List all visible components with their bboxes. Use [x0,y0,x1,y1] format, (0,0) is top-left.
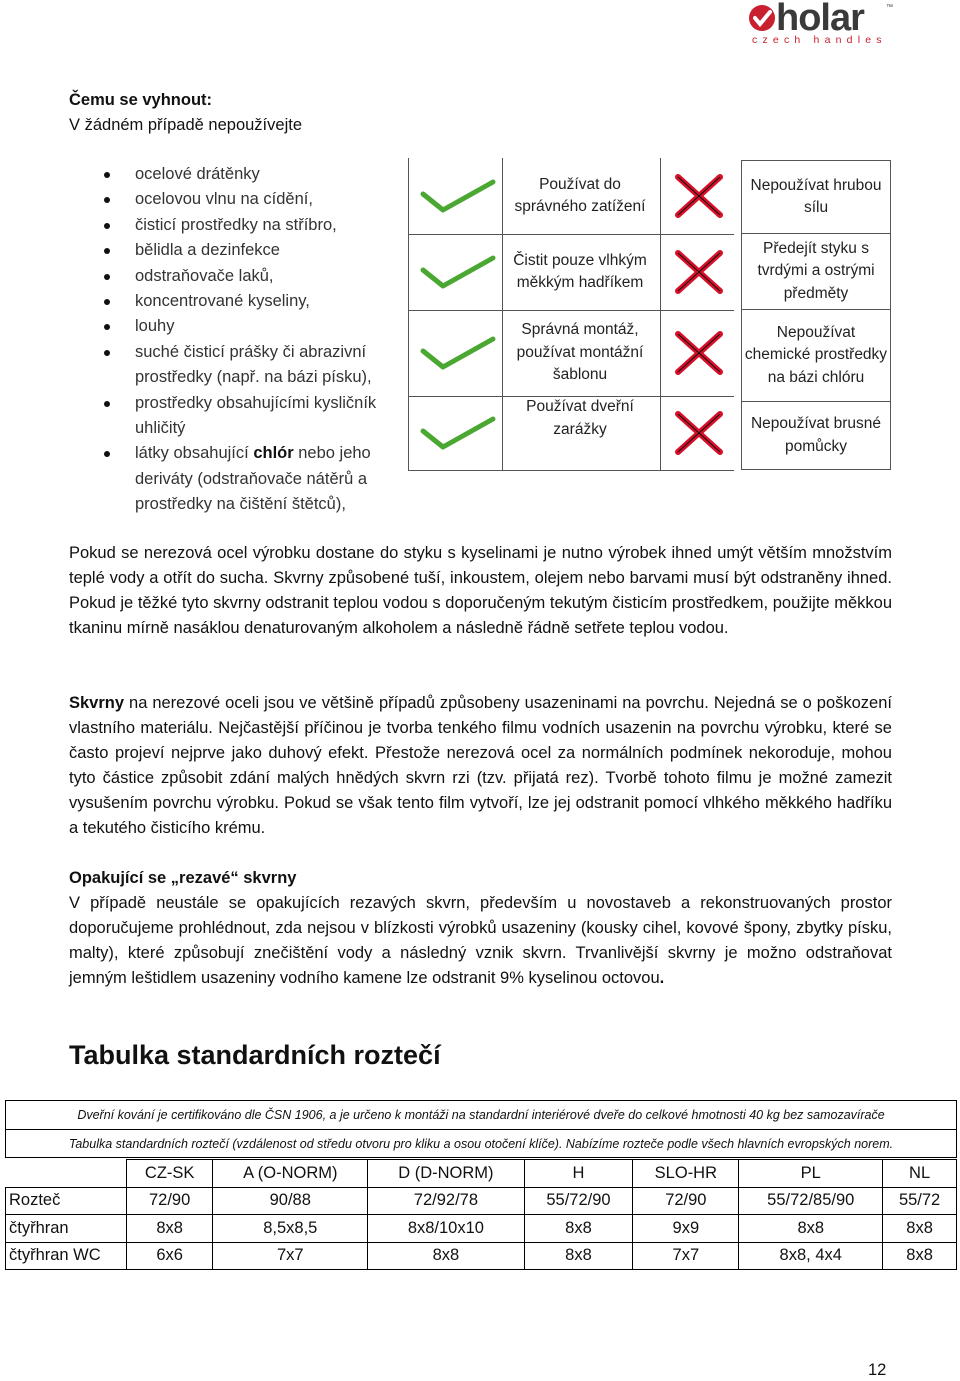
column-header: CZ-SK [127,1160,213,1188]
grid-divider [408,396,734,397]
logo-trademark: ™ [886,4,893,11]
list-item: látky obsahující chlór nebo jeho deriváty (odstraňovače nátěrů a prostředky na čištění štětců), [100,441,410,517]
table-cell: 9x9 [633,1215,739,1243]
column-header: H [524,1160,633,1188]
recurring-rust-end: . [659,969,665,987]
do-text: Čistit pouze vlhkým měkkým hadříkem [513,251,647,291]
check-icon [418,158,498,234]
table-row [6,1242,957,1270]
table-cell: 55/72/90 [524,1187,633,1215]
table-cell: 8x8 [524,1215,633,1243]
logo-tagline: czech handles [752,34,887,46]
stains-bold-word: Skvrny [69,694,125,712]
row-label: Rozteč [6,1187,127,1215]
list-item: bělidla a dezinfekce [100,238,410,263]
table-cell: 6x6 [127,1242,213,1270]
check-icon [418,396,498,470]
dont-text: Nepoužívat brusné pomůcky [741,402,891,470]
check-icon [418,310,498,396]
check-badge-icon [748,4,778,34]
grid-divider [408,310,734,311]
standards-table [5,1159,957,1270]
avoid-bullet-list [100,162,410,518]
list-item: ocelovou vlnu na cídění, [100,187,410,212]
grid-divider [502,158,503,470]
grid-divider [408,158,409,470]
table-cell: 7x7 [633,1242,739,1270]
standards-table-block [5,1100,957,1270]
logo-wordmark: holar [776,0,864,39]
table-row [6,1215,957,1243]
cross-icon [664,234,734,310]
page-number: 12 [868,1361,887,1379]
table-cell: 8x8 [524,1242,633,1270]
cross-icon [664,158,734,234]
avoid-section-header [69,88,302,138]
do-text: Správná montáž, používat montážní šablonu [516,321,644,384]
recurring-rust-heading: Opakující se „rezavé“ skvrny [69,869,297,887]
grid-divider [408,470,734,471]
standards-title: Tabulka standardních roztečí [69,1040,441,1070]
table-corner [6,1160,127,1188]
check-icon [418,234,498,310]
list-item: ocelové drátěnky [100,162,410,187]
list-item: odstraňovače laků, [100,264,410,289]
stains-paragraph [69,691,892,841]
dont-text: Nepoužívat hrubou sílu [741,160,891,234]
list-item: koncentrované kyseliny, [100,289,410,314]
table-cell: 8x8 [368,1242,524,1270]
table-cell: 55/72/85/90 [739,1187,883,1215]
table-cell: 72/90 [633,1187,739,1215]
certification-note: Dveřní kování je certifikováno dle ČSN 1906, a je určeno k montáži na standardní interiérové dveře do celkové hmotnosti 40 kg bez samozavírače [5,1100,957,1130]
column-header: PL [739,1160,883,1188]
holar-logo [748,0,898,50]
bold-word: chlór [253,444,294,463]
recurring-rust-section [69,866,892,991]
stains-text: na nerezové oceli jsou ve většině případů způsobeny usazeninami na povrchu. Nejedná se o poškození vlastního materiálu. Nejčastější příčinou je tvorba tenkého filmu vodních usazenin na povrchu výrobku, které se často projeví nejprve jako duhový efekt. Přestože nerezová ocel za normálních podmínek nekoroduje, mohou tyto částice způsobit zdání malých hnědých skvrn rzi (tzv. přijatá rez). Tvorbě tohoto filmu je možné zamezit vysušením povrchu výrobku. Pokud se však tento film vytvoří, lze jej odstranit pomocí vlhkého měkkého hadříku a tekutého čisticího krému. [69,694,892,837]
dont-text: Předejít styku s tvrdými a ostrými předměty [741,234,891,310]
list-item: suché čisticí prášky či abrazivní prostředky (např. na bázi písku), [100,340,410,391]
recurring-rust-text: V případě neustále se opakujících rezavých skvrn, především u novostaveb a rekonstruovaných prostor doporučujeme prohlédnout, zda nejsou v blízkosti výrobků usazeniny (kousky cihel, kovové špony, zbytky písku, malty), které způsobují znečištění vody a následný vznik skvrn. Trvanlivější skvrny je možno odstraňovat jemným leštidlem usazeniny vodního kamene lze odstranit 9% kyselinou octovou [69,894,892,987]
grid-divider [408,234,734,235]
table-cell: 72/90 [127,1187,213,1215]
row-label: čtyřhran [6,1215,127,1243]
table-description-note: Tabulka standardních roztečí (vzdálenost od středu otvoru pro kliku a osou otočení klíče). Nabízíme rozteče podle všech hlavních evropských norem. [5,1130,957,1158]
table-cell: 8x8 [127,1215,213,1243]
column-header: NL [883,1160,957,1188]
acid-contact-paragraph: Pokud se nerezová ocel výrobku dostane do styku s kyselinami je nutno výrobek ihned umýt větším množstvím teplé vody a otřít do sucha. Skvrny způsobené tuší, inkoustem, olejem nebo barvami musí být odstraněny ihned. Pokud je těžké tyto skvrny odstranit teplou vodou s doporučeným tekutým čisticím prostředkem, použijte měkkou tkaninu mírně nasáklou denaturovaným alkoholem a následně řádně setřete teplou vodou. [69,544,892,637]
table-cell: 8x8 [883,1242,957,1270]
row-label: čtyřhran WC [6,1242,127,1270]
table-cell: 7x7 [213,1242,368,1270]
grid-divider [660,158,661,470]
list-item: čisticí prostředky na stříbro, [100,213,410,238]
list-item: prostředky obsahujícími kysličník uhličitý [100,391,410,442]
cross-icon [664,396,734,470]
table-cell: 8x8, 4x4 [739,1242,883,1270]
cross-icon [664,310,734,396]
table-cell: 55/72 [883,1187,957,1215]
table-cell: 8x8/10x10 [368,1215,524,1243]
column-header: A (O-NORM) [213,1160,368,1188]
table-cell: 8x8 [883,1215,957,1243]
do-dont-grid [408,158,891,470]
column-header: D (D-NORM) [368,1160,524,1188]
do-text: Používat do správného zatížení [514,175,646,215]
table-cell: 8,5x8,5 [213,1215,368,1243]
avoid-subheading: V žádném případě nepoužívejte [69,116,302,134]
avoid-heading: Čemu se vyhnout: [69,91,213,109]
table-cell: 72/92/78 [368,1187,524,1215]
do-text: Používat dveřní zarážky [526,398,634,438]
table-cell: 8x8 [739,1215,883,1243]
table-cell: 90/88 [213,1187,368,1215]
list-item: louhy [100,314,410,339]
table-row [6,1187,957,1215]
table-header-row [6,1160,957,1188]
column-header: SLO-HR [633,1160,739,1188]
dont-text: Nepoužívat chemické prostředky na bázi chlóru [741,310,891,402]
